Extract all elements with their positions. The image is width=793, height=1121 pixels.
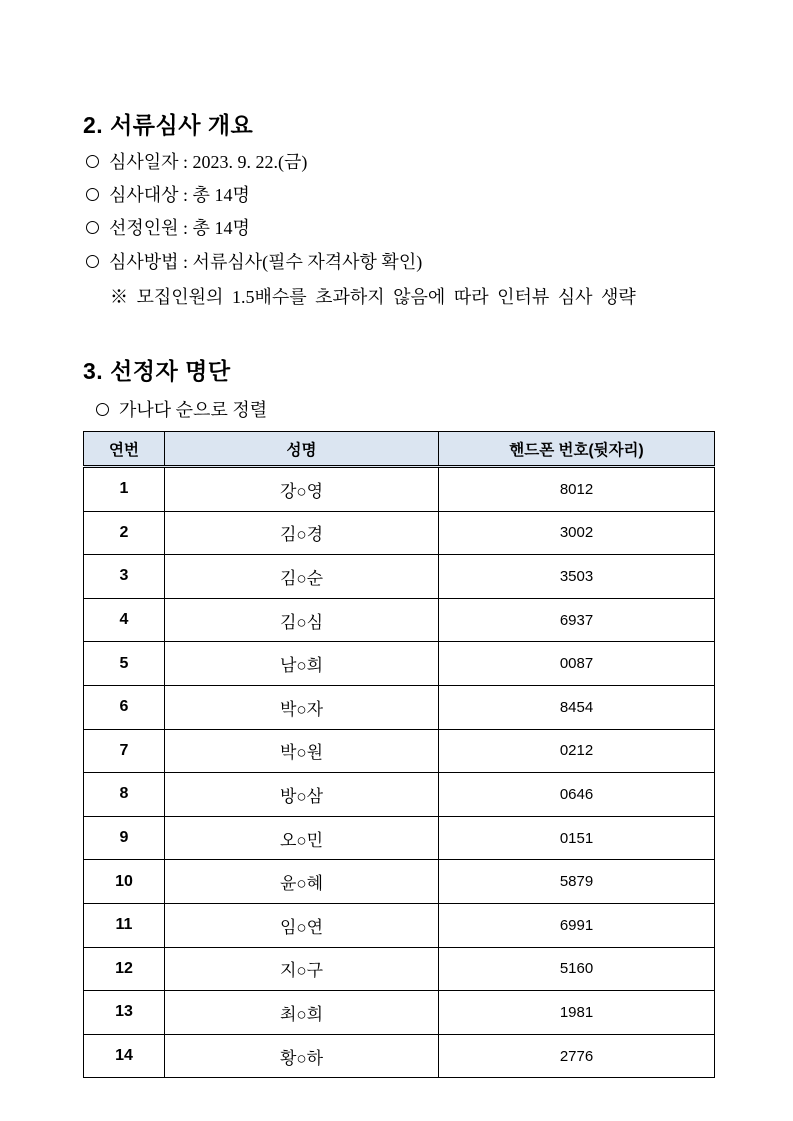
circle-bullet-icon (86, 255, 99, 268)
table-header-row (84, 432, 715, 467)
row-phone: 0646 (439, 773, 715, 817)
row-phone: 8012 (439, 467, 715, 512)
row-name: 김○심 (165, 598, 439, 642)
table-row (84, 685, 715, 729)
table-row (84, 947, 715, 991)
header-phone: 핸드폰 번호(뒷자리) (439, 432, 715, 467)
row-phone: 0151 (439, 816, 715, 860)
table-row (84, 729, 715, 773)
row-no: 10 (84, 860, 165, 904)
row-no: 1 (84, 467, 165, 512)
row-no: 7 (84, 729, 165, 773)
table-row (84, 860, 715, 904)
bullet-review-date (84, 148, 307, 174)
table-row (84, 511, 715, 555)
table-row (84, 991, 715, 1035)
row-name: 강○영 (165, 467, 439, 512)
row-name: 김○경 (165, 511, 439, 555)
circle-bullet-icon (96, 403, 109, 416)
selected-list-table (83, 431, 715, 1078)
row-no: 3 (84, 555, 165, 599)
sort-note (94, 396, 267, 422)
row-name: 윤○혜 (165, 860, 439, 904)
circle-bullet-icon (86, 188, 99, 201)
bullet-text: 심사일자 : 2023. 9. 22.(금) (109, 152, 308, 172)
table-row (84, 903, 715, 947)
table-row (84, 816, 715, 860)
row-no: 4 (84, 598, 165, 642)
row-name: 김○순 (165, 555, 439, 599)
row-phone: 5160 (439, 947, 715, 991)
row-name: 최○희 (165, 991, 439, 1035)
row-phone: 3002 (439, 511, 715, 555)
row-no: 6 (84, 685, 165, 729)
circle-bullet-icon (86, 155, 99, 168)
table-row (84, 642, 715, 686)
interview-note: ※ 모집인원의 1.5배수를 초과하지 않음에 따라 인터뷰 심사 생략 (110, 287, 636, 307)
section3-title: 3. 선정자 명단 (83, 358, 231, 384)
row-no: 8 (84, 773, 165, 817)
bullet-review-target (84, 181, 250, 207)
table-row (84, 598, 715, 642)
row-name: 방○삼 (165, 773, 439, 817)
header-name: 성명 (165, 432, 439, 467)
row-phone: 1981 (439, 991, 715, 1035)
bullet-text: 심사방법 : 서류심사(필수 자격사항 확인) (109, 252, 423, 272)
row-name: 박○원 (165, 729, 439, 773)
bullet-text: 심사대상 : 총 14명 (109, 185, 250, 205)
row-no: 2 (84, 511, 165, 555)
row-phone: 2776 (439, 1034, 715, 1078)
bullet-selected-count (84, 214, 250, 240)
section2-title: 2. 서류심사 개요 (83, 112, 254, 138)
row-phone: 0087 (439, 642, 715, 686)
row-no: 9 (84, 816, 165, 860)
row-name: 지○구 (165, 947, 439, 991)
row-phone: 8454 (439, 685, 715, 729)
table-row (84, 773, 715, 817)
row-phone: 6937 (439, 598, 715, 642)
header-no: 연번 (84, 432, 165, 467)
row-name: 오○민 (165, 816, 439, 860)
table-row (84, 467, 715, 512)
bullet-review-method (84, 248, 422, 274)
row-name: 남○희 (165, 642, 439, 686)
row-no: 11 (84, 903, 165, 947)
row-no: 14 (84, 1034, 165, 1078)
row-phone: 3503 (439, 555, 715, 599)
bullet-text: 선정인원 : 총 14명 (109, 218, 250, 238)
row-name: 임○연 (165, 903, 439, 947)
sort-note-text: 가나다 순으로 정렬 (119, 400, 268, 420)
row-name: 황○하 (165, 1034, 439, 1078)
row-name: 박○자 (165, 685, 439, 729)
row-phone: 6991 (439, 903, 715, 947)
row-no: 12 (84, 947, 165, 991)
row-no: 13 (84, 991, 165, 1035)
table-row (84, 555, 715, 599)
row-phone: 5879 (439, 860, 715, 904)
circle-bullet-icon (86, 221, 99, 234)
table-row (84, 1034, 715, 1078)
row-no: 5 (84, 642, 165, 686)
row-phone: 0212 (439, 729, 715, 773)
